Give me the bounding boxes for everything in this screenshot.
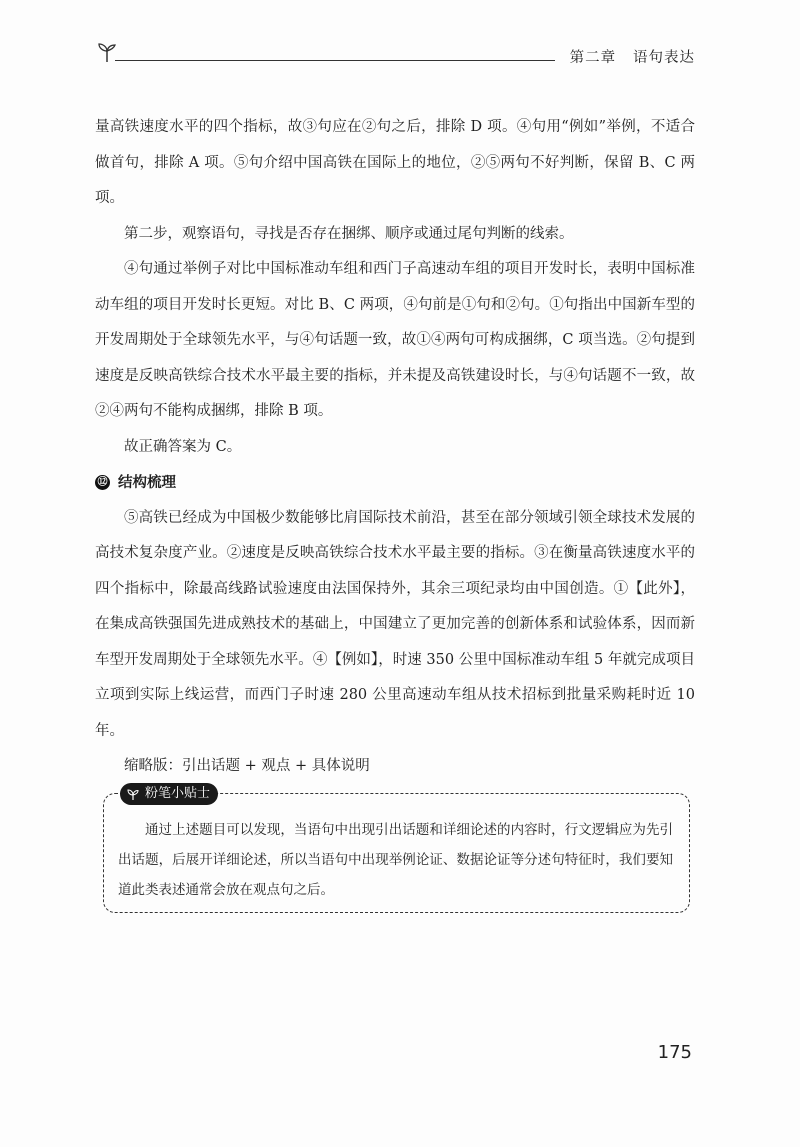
paragraph-1: 量高铁速度水平的四个指标，故③句应在②句之后，排除 D 项。④句用“例如”举例，不适合做首句，排除 A 项。⑤句介绍中国高铁在国际上的地位，②⑤两句不好判断，保留 B、C 两项。 — [95, 119, 695, 206]
tip-content — [118, 815, 673, 905]
page-header — [95, 40, 695, 70]
structure-paragraph: ⑤高铁已经成为中国极少数能够比肩国际技术前沿，甚至在部分领域引领全球技术发展的高技术复杂度产业。②速度是反映高铁综合技术水平最主要的指标。③在衡量高铁速度水平的四个指标中，除最高线路试验速度由法国保持外，其余三项纪录均由中国创造。①【此外】，在集成高铁强国先进成熟技术的基础上，中国建立了更加完善的创新体系和试验体系，因而新车型开发周期处于全球领先水平。④【例如】，时速 350 公里中国标准动车组 5 年就完成项目立项到实际上线运营，而西门子时速 280 公里高速动车组从技术招标到批量采购耗时近 10 年。 — [95, 509, 695, 739]
tip-label-badge — [120, 783, 218, 805]
section-title: 结构梳理 — [118, 474, 176, 491]
page-body — [95, 110, 695, 785]
leaf-icon — [126, 787, 140, 801]
paragraph-3: ④句通过举例子对比中国标准动车组和西门子高速动车组的项目开发时长，表明中国标准动车组的项目开发时长更短。对比 B、C 两项，④句前是①句和②句。①句指出中国新车型的开发周期处于全球领先水平，与④句话题一致，故①④两句可构成捆绑，C 项当选。②句提到速度是反映高铁综合技术水平最主要的指标，并未提及高铁建设时长，与④句话题不一致，故②④两句不能构成捆绑，排除 B 项。 — [95, 261, 695, 419]
header-rule — [115, 60, 545, 61]
header-rule-short — [535, 60, 555, 61]
chapter-label: 第二章 — [569, 50, 617, 66]
section-heading — [95, 465, 695, 501]
section-number-badge: ⑫ — [95, 475, 110, 490]
page-number: 175 — [657, 1042, 692, 1063]
summary-line: 缩略版：引出话题 + 观点 + 具体说明 — [124, 758, 370, 774]
section-label: 语句表达 — [633, 50, 695, 66]
paragraph-2: 第二步，观察语句，寻找是否存在捆绑、顺序或通过尾句判断的线索。 — [124, 225, 574, 242]
chapter-title — [570, 46, 695, 67]
tip-text: 通过上述题目可以发现，当语句中出现引出话题和详细论述的内容时，行文逻辑应为先引出话题，后展开详细论述，所以当语句中出现举例论证、数据论证等分述句特征时，我们要知道此类表述通常会放在观点句之后。 — [118, 822, 673, 898]
paragraph-4: 故正确答案为 C。 — [124, 438, 242, 455]
tip-label: 粉笔小贴士 — [145, 786, 211, 801]
